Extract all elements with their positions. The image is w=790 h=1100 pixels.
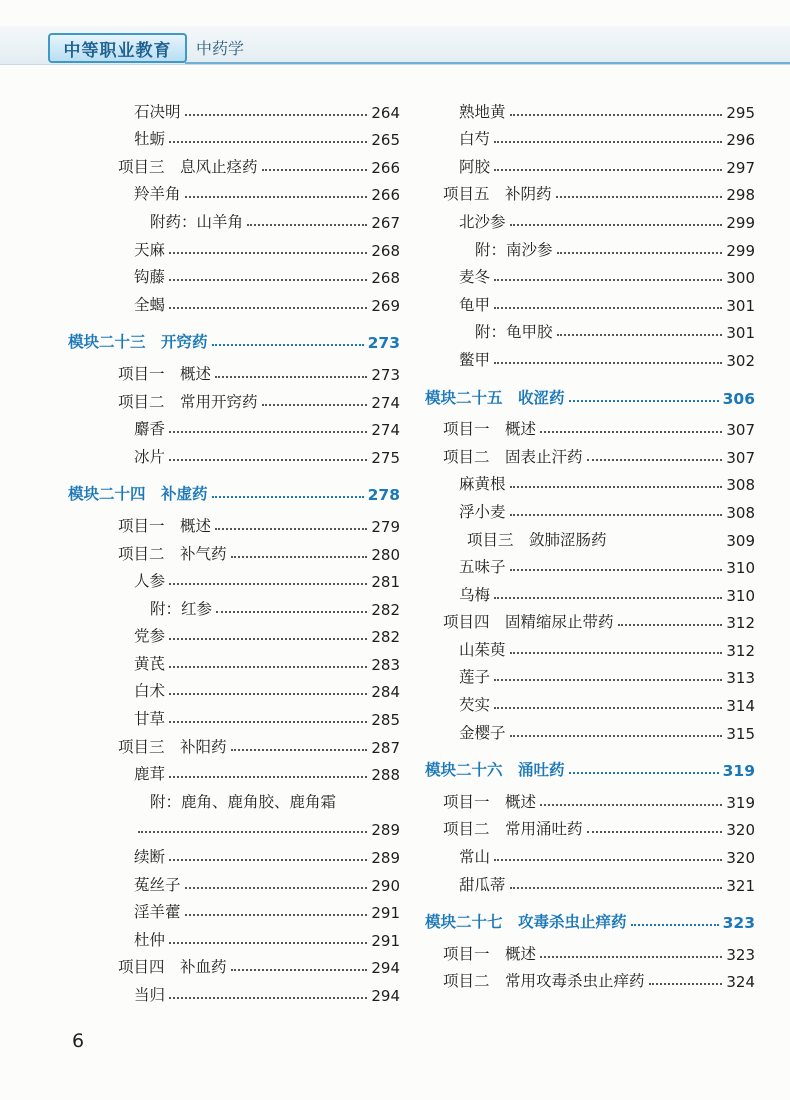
toc-entry-title: 麻黄根 xyxy=(459,475,506,494)
dot-leader xyxy=(262,403,368,406)
dot-leader xyxy=(169,251,367,254)
toc-entry[interactable] xyxy=(68,646,400,674)
toc-entry[interactable] xyxy=(425,122,755,150)
toc-entry-title: 项目四 补血药 xyxy=(118,958,227,977)
dot-leader xyxy=(510,886,723,889)
dot-leader xyxy=(494,596,722,599)
toc-entry[interactable] xyxy=(68,674,400,702)
toc-page-number: 266 xyxy=(371,186,400,205)
toc-entry[interactable] xyxy=(425,577,755,605)
dot-leader xyxy=(169,637,367,640)
toc-entry-title: 石决明 xyxy=(134,102,181,121)
toc-page-number: 307 xyxy=(726,421,755,440)
toc-page-number: 269 xyxy=(371,296,400,315)
toc-page-number: 287 xyxy=(371,738,400,757)
toc-page-number: 266 xyxy=(371,158,400,177)
dot-leader xyxy=(557,333,723,336)
toc-entry[interactable] xyxy=(68,260,400,288)
toc-entry[interactable] xyxy=(425,964,755,992)
toc-entry-title: 麝香 xyxy=(134,420,166,439)
dot-leader xyxy=(510,513,723,516)
dot-leader xyxy=(494,278,722,281)
toc-entry-title: 附：龟甲胶 xyxy=(475,323,553,342)
dot-leader xyxy=(169,692,367,695)
toc-entry-title: 鳖甲 xyxy=(459,350,491,369)
toc-entry[interactable] xyxy=(425,342,755,370)
dot-leader xyxy=(340,805,396,806)
toc-page-number: 299 xyxy=(726,241,755,260)
toc-page-number: 281 xyxy=(371,573,400,592)
toc-entry[interactable] xyxy=(68,977,400,1005)
toc-page-number: 308 xyxy=(726,503,755,522)
dot-leader xyxy=(212,343,364,346)
toc-module-heading[interactable] xyxy=(425,380,755,408)
toc-page-number: 297 xyxy=(726,158,755,177)
toc-page-number: 302 xyxy=(726,351,755,370)
toc-entry-title: 麦冬 xyxy=(459,268,491,287)
dot-leader xyxy=(169,775,367,778)
dot-leader xyxy=(649,982,723,985)
toc-entry[interactable] xyxy=(68,564,400,592)
toc-page-number: 295 xyxy=(726,103,755,122)
toc-entry[interactable] xyxy=(68,757,400,785)
toc-entry-title: 鹿茸 xyxy=(134,765,166,784)
toc-module-heading[interactable] xyxy=(425,905,755,933)
page-header xyxy=(0,0,790,80)
toc-page-number: 280 xyxy=(371,545,400,564)
dot-leader xyxy=(262,168,368,171)
toc-page-number: 310 xyxy=(726,586,755,605)
toc-entry-title: 项目二 常用攻毒杀虫止痒药 xyxy=(443,972,645,991)
toc-entry-title: 附：鹿角、鹿角胶、鹿角霜 xyxy=(150,792,337,811)
toc-entry[interactable] xyxy=(68,619,400,647)
toc-page-number: 300 xyxy=(726,269,755,288)
toc-entry[interactable] xyxy=(425,494,755,522)
toc-entry[interactable] xyxy=(68,177,400,205)
dot-leader xyxy=(169,665,367,668)
toc-module-heading[interactable] xyxy=(425,753,755,781)
toc-page-number: 312 xyxy=(726,641,755,660)
toc-entry-title: 钩藤 xyxy=(134,268,166,287)
toc-entry-title: 白芍 xyxy=(459,130,491,149)
toc-module-heading[interactable] xyxy=(68,477,400,505)
dot-leader xyxy=(169,941,367,944)
dot-leader xyxy=(587,830,723,833)
toc-entry-title: 附药：山羊角 xyxy=(150,212,244,231)
header-rule xyxy=(185,62,790,64)
toc-entry-title: 项目三 补阳药 xyxy=(118,737,227,756)
toc-page-number: 264 xyxy=(371,103,400,122)
toc-page-number: 267 xyxy=(371,213,400,232)
toc-entry-title: 阿胶 xyxy=(459,157,491,176)
toc-entry-title: 项目一 概述 xyxy=(443,944,537,963)
toc-entry-title: 项目一 概述 xyxy=(443,420,537,439)
toc-entry-title: 金樱子 xyxy=(459,723,506,742)
dot-leader xyxy=(494,140,722,143)
dot-leader xyxy=(540,430,722,433)
toc-entry[interactable] xyxy=(425,177,755,205)
dot-leader xyxy=(169,458,367,461)
toc-page-number: 319 xyxy=(722,762,755,781)
dot-leader xyxy=(231,555,368,558)
toc-page-number: 320 xyxy=(726,821,755,840)
toc-page-number: 284 xyxy=(371,683,400,702)
toc-entry-title: 白术 xyxy=(134,682,166,701)
dot-leader xyxy=(510,223,723,226)
toc-entry-title: 莲子 xyxy=(459,668,491,687)
toc-entry-title: 天麻 xyxy=(134,240,166,259)
toc-page-number: 315 xyxy=(726,724,755,743)
toc-entry-title: 熟地黄 xyxy=(459,102,506,121)
toc-page-number: 312 xyxy=(726,614,755,633)
dot-leader xyxy=(494,858,722,861)
toc-entry[interactable] xyxy=(425,632,755,660)
toc-entry-title: 甘草 xyxy=(134,710,166,729)
toc-entry-title: 附：红参 xyxy=(150,599,213,618)
page-number: 6 xyxy=(72,1030,85,1052)
toc-entry[interactable] xyxy=(68,839,400,867)
dot-leader xyxy=(494,168,722,171)
toc-page-number: 288 xyxy=(371,766,400,785)
toc-entry-title: 项目一 概述 xyxy=(118,364,212,383)
toc-entry-title: 菟丝子 xyxy=(134,875,181,894)
dot-leader xyxy=(611,543,723,544)
toc-entry[interactable] xyxy=(425,149,755,177)
toc-entry[interactable] xyxy=(68,536,400,564)
toc-entry-title: 项目四 固精缩尿止带药 xyxy=(443,613,614,632)
dot-leader xyxy=(540,803,722,806)
toc-entry[interactable] xyxy=(68,94,400,122)
toc-entry-title: 附：南沙参 xyxy=(475,240,553,259)
toc-entry[interactable] xyxy=(425,605,755,633)
toc-page-number: 313 xyxy=(726,669,755,688)
toc-entry[interactable] xyxy=(68,950,400,978)
dot-leader xyxy=(185,113,368,116)
dot-leader xyxy=(510,734,723,737)
toc-entry-title: 模块二十七 攻毒杀虫止痒药 xyxy=(425,913,627,932)
toc-page-number: 291 xyxy=(371,904,400,923)
dot-leader xyxy=(169,140,367,143)
toc-entry[interactable] xyxy=(68,508,400,536)
dot-leader xyxy=(569,771,719,774)
toc-entry[interactable] xyxy=(425,812,755,840)
dot-leader xyxy=(556,195,723,198)
toc-page-number: 298 xyxy=(726,186,755,205)
dot-leader xyxy=(510,568,723,571)
dot-leader xyxy=(185,195,368,198)
dot-leader xyxy=(215,375,367,378)
dot-leader xyxy=(510,113,723,116)
toc-entry[interactable] xyxy=(68,287,400,315)
dot-leader xyxy=(510,485,723,488)
toc-entry-title: 乌梅 xyxy=(459,585,491,604)
toc-page-number: 290 xyxy=(371,876,400,895)
toc-page-number: 319 xyxy=(726,793,755,812)
toc-entry-title: 甜瓜蒂 xyxy=(459,875,506,894)
dot-leader xyxy=(540,955,722,958)
toc-page-number: 274 xyxy=(371,393,400,412)
toc-entry-title: 项目二 常用涌吐药 xyxy=(443,820,583,839)
toc-entry-title: 项目三 敛肺涩肠药 xyxy=(467,530,607,549)
toc-entry-title: 党参 xyxy=(134,627,166,646)
dot-leader xyxy=(494,706,722,709)
dot-leader xyxy=(231,968,368,971)
toc-page-number: 324 xyxy=(726,973,755,992)
toc-entry-title: 五味子 xyxy=(459,558,506,577)
dot-leader xyxy=(494,306,722,309)
toc-entry[interactable] xyxy=(68,867,400,895)
toc-page-number: 314 xyxy=(726,697,755,716)
toc-entry[interactable] xyxy=(68,204,400,232)
toc-module-heading[interactable] xyxy=(68,325,400,353)
dot-leader xyxy=(169,720,367,723)
toc-entry[interactable] xyxy=(425,232,755,260)
toc-entry[interactable] xyxy=(68,356,400,384)
toc-entry[interactable] xyxy=(68,591,400,619)
toc-entry[interactable] xyxy=(425,204,755,232)
toc-entry[interactable] xyxy=(68,122,400,150)
toc-entry-title: 常山 xyxy=(459,848,491,867)
dot-leader xyxy=(212,495,364,498)
toc-entry-title: 芡实 xyxy=(459,696,491,715)
toc-entry[interactable] xyxy=(425,94,755,122)
toc-entry[interactable] xyxy=(425,660,755,688)
toc-page-number: 275 xyxy=(371,448,400,467)
toc-entry[interactable] xyxy=(425,260,755,288)
toc-entry[interactable] xyxy=(425,715,755,743)
toc-entry[interactable] xyxy=(68,895,400,923)
toc-page-number: 291 xyxy=(371,931,400,950)
toc-entry-title: 龟甲 xyxy=(459,295,491,314)
toc-entry-title: 人参 xyxy=(134,572,166,591)
toc-page-number: 289 xyxy=(371,821,400,840)
toc-entry[interactable] xyxy=(425,784,755,812)
toc-entry-title: 项目二 常用开窍药 xyxy=(118,392,258,411)
toc-entry[interactable] xyxy=(425,439,755,467)
dot-leader xyxy=(569,399,719,402)
toc-entry-title: 北沙参 xyxy=(459,212,506,231)
toc-page-number: 265 xyxy=(371,131,400,150)
toc-page-number: 310 xyxy=(726,559,755,578)
dot-leader xyxy=(587,458,723,461)
toc-entry[interactable] xyxy=(68,812,400,840)
toc-entry[interactable] xyxy=(425,839,755,867)
dot-leader xyxy=(231,748,368,751)
toc-page-number: 279 xyxy=(371,517,400,536)
toc-entry[interactable] xyxy=(68,412,400,440)
toc-page-number: 273 xyxy=(367,334,400,353)
toc-entry-title: 牡蛎 xyxy=(134,130,166,149)
toc-page-number: 299 xyxy=(726,213,755,232)
toc-page-number: 320 xyxy=(726,849,755,868)
toc-page-number: 323 xyxy=(726,945,755,964)
toc-entry-title: 模块二十五 收涩药 xyxy=(425,388,565,407)
toc-entry-title: 淫羊藿 xyxy=(134,903,181,922)
toc-page-number: 306 xyxy=(722,389,755,408)
toc-entry-title: 模块二十四 补虚药 xyxy=(68,485,208,504)
dot-leader xyxy=(185,886,368,889)
toc-page-number: 285 xyxy=(371,711,400,730)
dot-leader xyxy=(169,582,367,585)
toc-page-number: 301 xyxy=(726,296,755,315)
toc-entry-title: 山茱萸 xyxy=(459,640,506,659)
toc-entry[interactable] xyxy=(68,149,400,177)
series-badge xyxy=(48,33,187,63)
toc-page-number: 294 xyxy=(371,987,400,1005)
toc-page-number: 273 xyxy=(371,365,400,384)
toc-entry-title: 项目三 息风止痉药 xyxy=(118,157,258,176)
toc-page-number: 294 xyxy=(371,959,400,978)
dot-leader xyxy=(618,623,723,626)
series-title: 中等职业教育 xyxy=(63,40,172,61)
toc-page-number: 278 xyxy=(367,486,400,505)
toc-entry-title: 项目一 概述 xyxy=(118,516,212,535)
toc-entry[interactable] xyxy=(68,232,400,260)
dot-leader xyxy=(510,651,723,654)
toc-entry-title: 杜仲 xyxy=(134,930,166,949)
dot-leader xyxy=(138,830,367,833)
toc-page-number: 282 xyxy=(371,600,400,619)
toc-entry-title: 模块二十三 开窍药 xyxy=(68,333,208,352)
toc-entry[interactable] xyxy=(68,701,400,729)
toc-page-number: 323 xyxy=(722,914,755,933)
toc-entry-title: 项目一 概述 xyxy=(443,792,537,811)
toc-entry[interactable] xyxy=(68,729,400,757)
toc-page-number: 268 xyxy=(371,269,400,288)
toc-entry-title: 项目五 补阴药 xyxy=(443,185,552,204)
toc-entry[interactable] xyxy=(425,687,755,715)
dot-leader xyxy=(185,913,368,916)
toc-entry-title: 冰片 xyxy=(134,447,166,466)
toc-entry[interactable] xyxy=(425,936,755,964)
toc-page-number: 321 xyxy=(726,876,755,895)
toc-entry-title: 项目二 补气药 xyxy=(118,544,227,563)
toc-entry[interactable] xyxy=(425,287,755,315)
toc-page-number: 274 xyxy=(371,421,400,440)
toc-page-number: 289 xyxy=(371,849,400,868)
toc-entry-title: 项目二 固表止汗药 xyxy=(443,447,583,466)
dot-leader xyxy=(215,527,367,530)
dot-leader xyxy=(494,678,722,681)
toc-page-number: 268 xyxy=(371,241,400,260)
toc-entry-title: 全蝎 xyxy=(134,295,166,314)
toc-entry-title: 模块二十六 涌吐药 xyxy=(425,761,565,780)
dot-leader xyxy=(494,361,722,364)
toc-entry[interactable] xyxy=(425,867,755,895)
toc-entry-title: 黄芪 xyxy=(134,654,166,673)
toc-entry-title: 羚羊角 xyxy=(134,185,181,204)
dot-leader xyxy=(169,430,367,433)
toc-page-number: 307 xyxy=(726,448,755,467)
toc-right-column xyxy=(425,94,755,991)
toc-entry[interactable] xyxy=(425,550,755,578)
toc-entry[interactable] xyxy=(68,922,400,950)
toc-page-number: 301 xyxy=(726,324,755,343)
toc-entry-title: 续断 xyxy=(134,848,166,867)
toc-page-number: 308 xyxy=(726,476,755,495)
subject-title: 中药学 xyxy=(196,39,245,58)
dot-leader xyxy=(557,251,723,254)
toc-entry[interactable] xyxy=(68,784,400,812)
toc-page-number: 282 xyxy=(371,628,400,647)
toc-entry-title: 浮小麦 xyxy=(459,502,506,521)
dot-leader xyxy=(169,278,367,281)
toc-entry[interactable] xyxy=(68,384,400,412)
dot-leader xyxy=(631,923,719,926)
dot-leader xyxy=(216,610,367,613)
toc-page-number: 283 xyxy=(371,655,400,674)
dot-leader xyxy=(247,223,367,226)
toc-left-column xyxy=(68,94,400,1005)
toc-entry[interactable] xyxy=(425,412,755,440)
dot-leader xyxy=(169,306,367,309)
toc-entry[interactable] xyxy=(425,315,755,343)
toc-entry[interactable] xyxy=(425,522,755,550)
dot-leader xyxy=(169,996,367,999)
toc-entry-title: 当归 xyxy=(134,986,166,1004)
toc-entry[interactable] xyxy=(425,467,755,495)
toc-page-number: 309 xyxy=(726,531,755,550)
toc-entry[interactable] xyxy=(68,439,400,467)
toc-page-number: 296 xyxy=(726,131,755,150)
dot-leader xyxy=(169,858,367,861)
